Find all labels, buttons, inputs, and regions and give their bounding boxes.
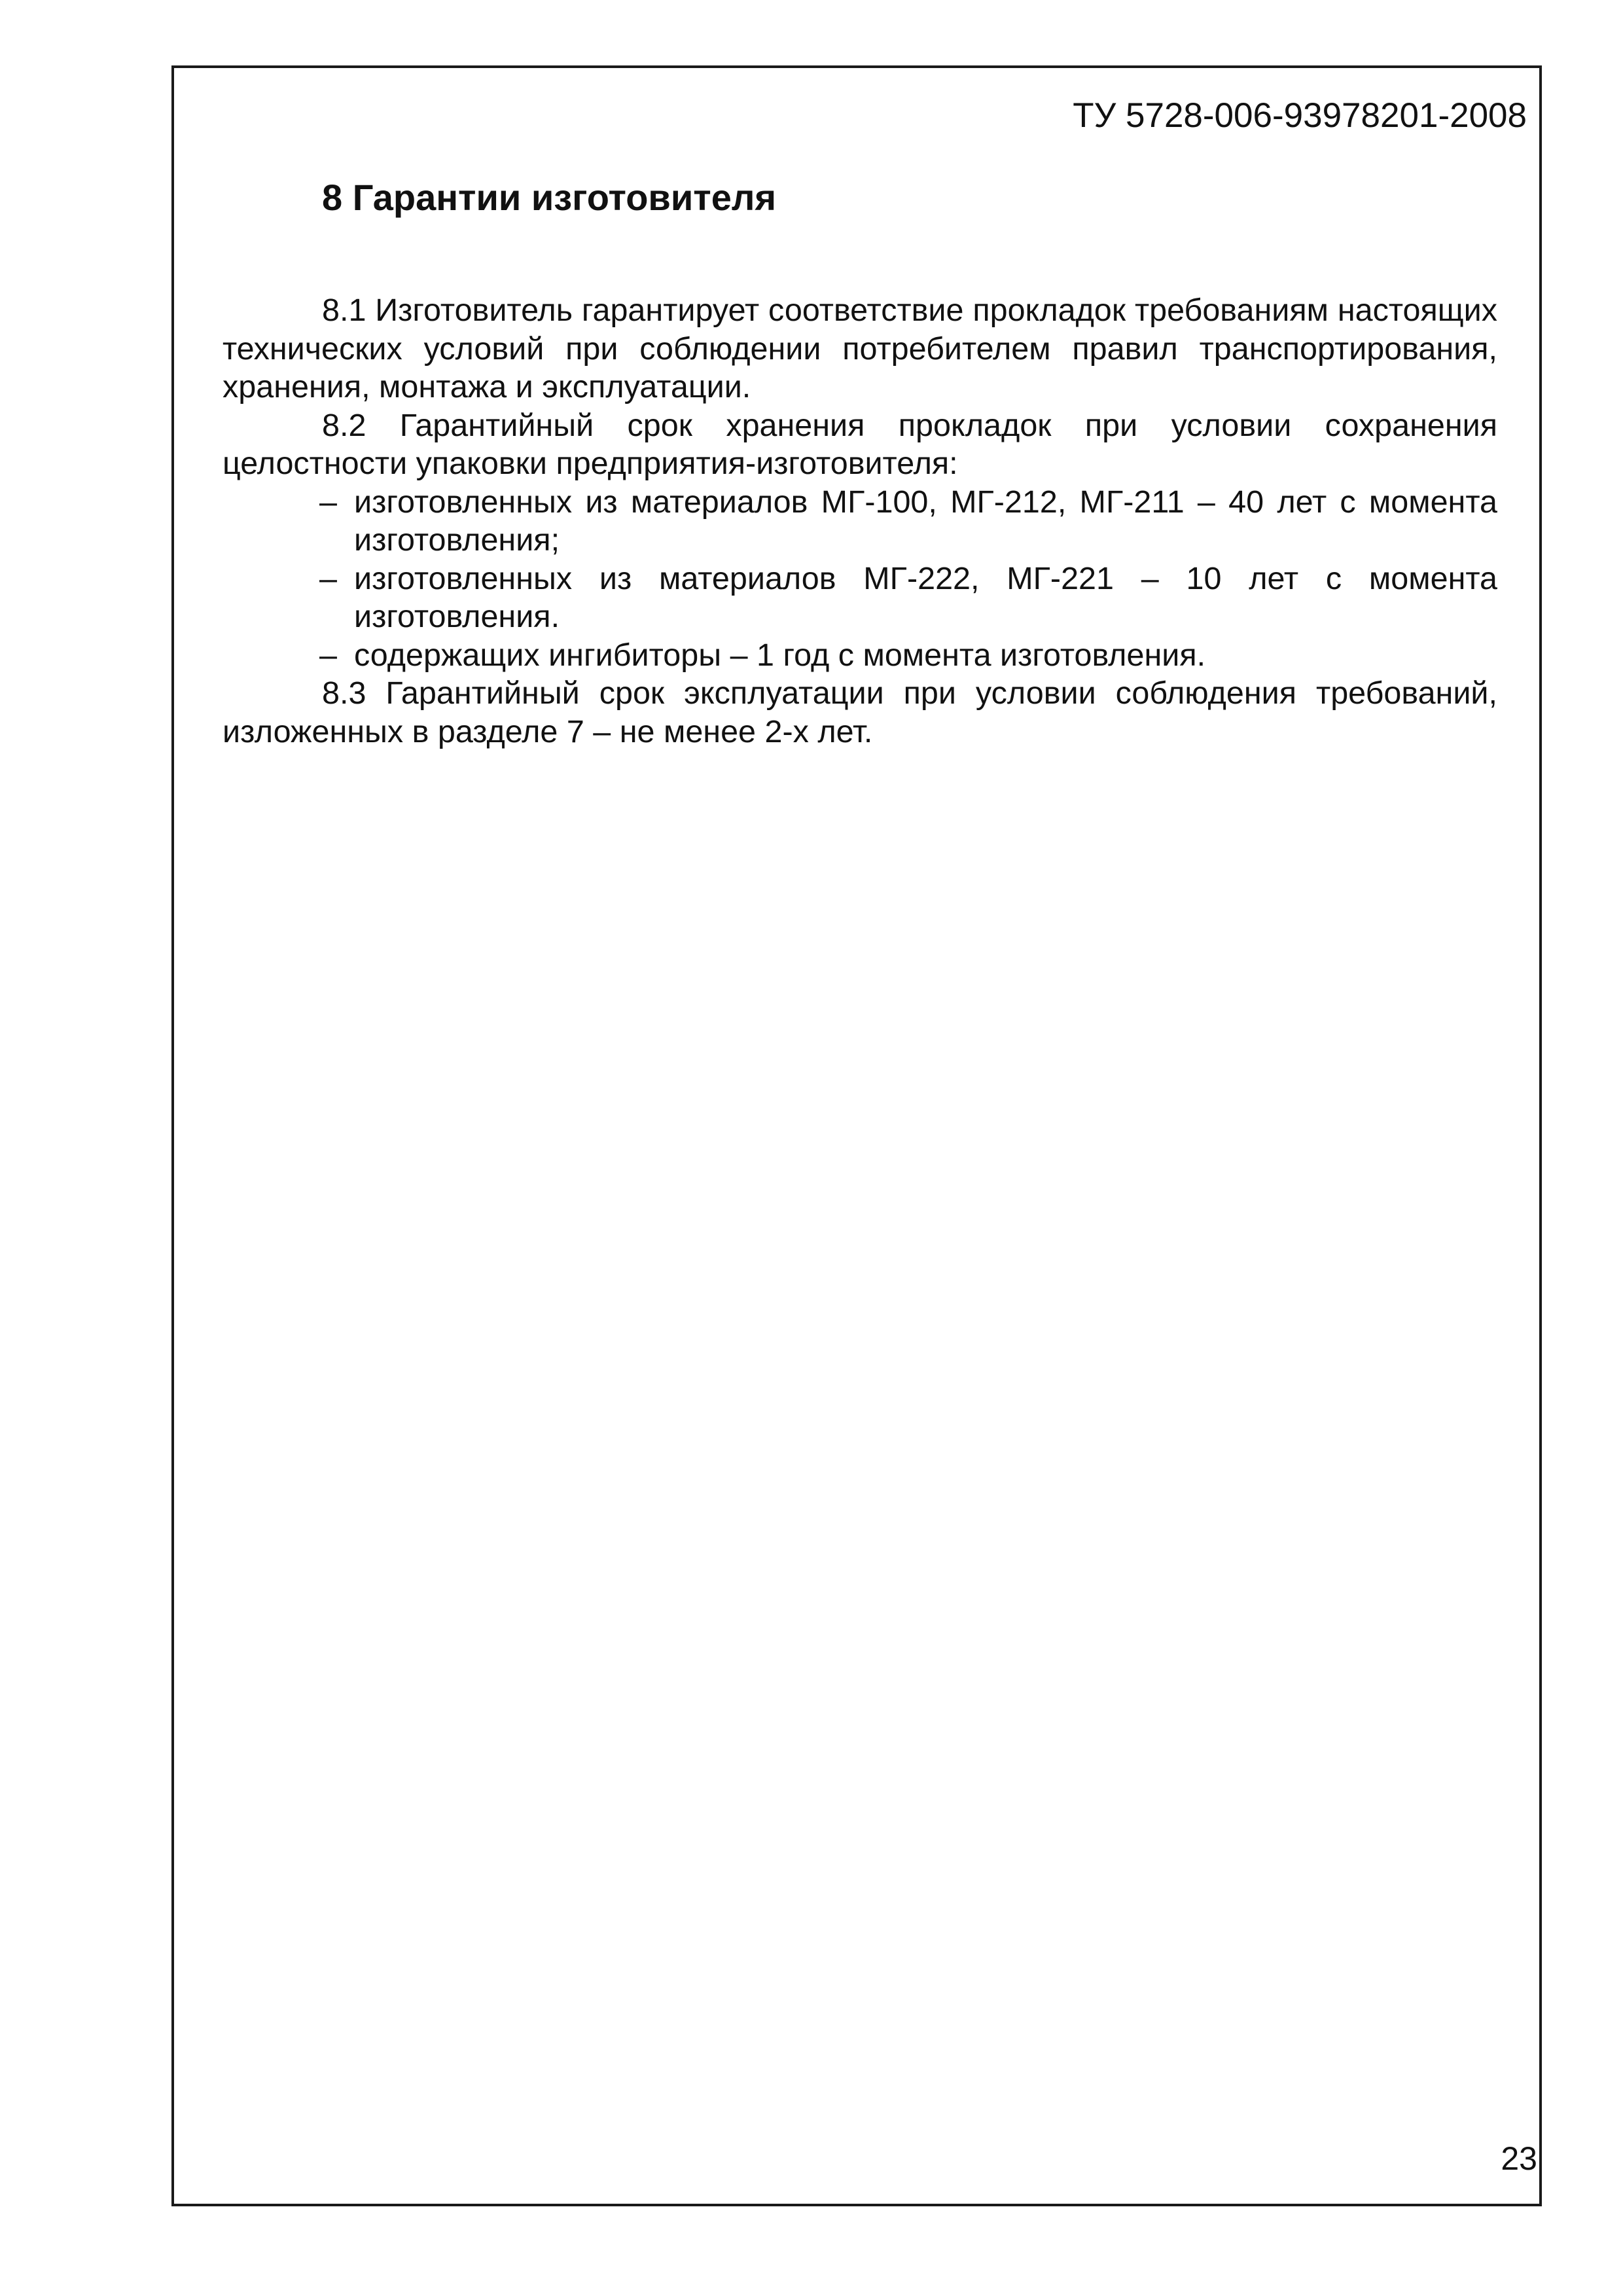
dash-marker: – xyxy=(319,637,337,673)
dash-marker: – xyxy=(319,484,337,520)
page-number: 23 xyxy=(1501,2140,1537,2177)
list-item-text: изготовленных из материалов МГ-222, МГ-221 – 10 лет с момента изготовления. xyxy=(354,560,1497,634)
list-item xyxy=(223,560,1497,636)
document-code: ТУ 5728-006-93978201-2008 xyxy=(1073,96,1527,135)
list-item-text: изготовленных из материалов МГ-100, МГ-212, МГ-211 – 40 лет с момента изготовления; xyxy=(354,484,1497,558)
section-title: 8 Гарантии изготовителя xyxy=(322,177,777,218)
dash-marker: – xyxy=(319,560,337,596)
section-body xyxy=(223,291,1497,751)
list-item-text: содержащих ингибиторы – 1 год с момента изготовления. xyxy=(354,637,1206,673)
list-item xyxy=(223,636,1497,675)
paragraph-8-1: 8.1 Изготовитель гарантирует соответствие прокладок требованиям настоящих технических условий при соблюдении потребителем правил транспортирования, хранения, монтажа и эксплуатации. xyxy=(223,293,1497,404)
paragraph-8-3: 8.3 Гарантийный срок эксплуатации при условии соблюдения требований, изложенных в разделе 7 – не менее 2-х лет. xyxy=(223,675,1497,749)
paragraph-8-2: 8.2 Гарантийный срок хранения прокладок при условии сохранения целостности упаковки предприятия-изготовителя: xyxy=(223,407,1497,481)
list-item xyxy=(223,483,1497,560)
